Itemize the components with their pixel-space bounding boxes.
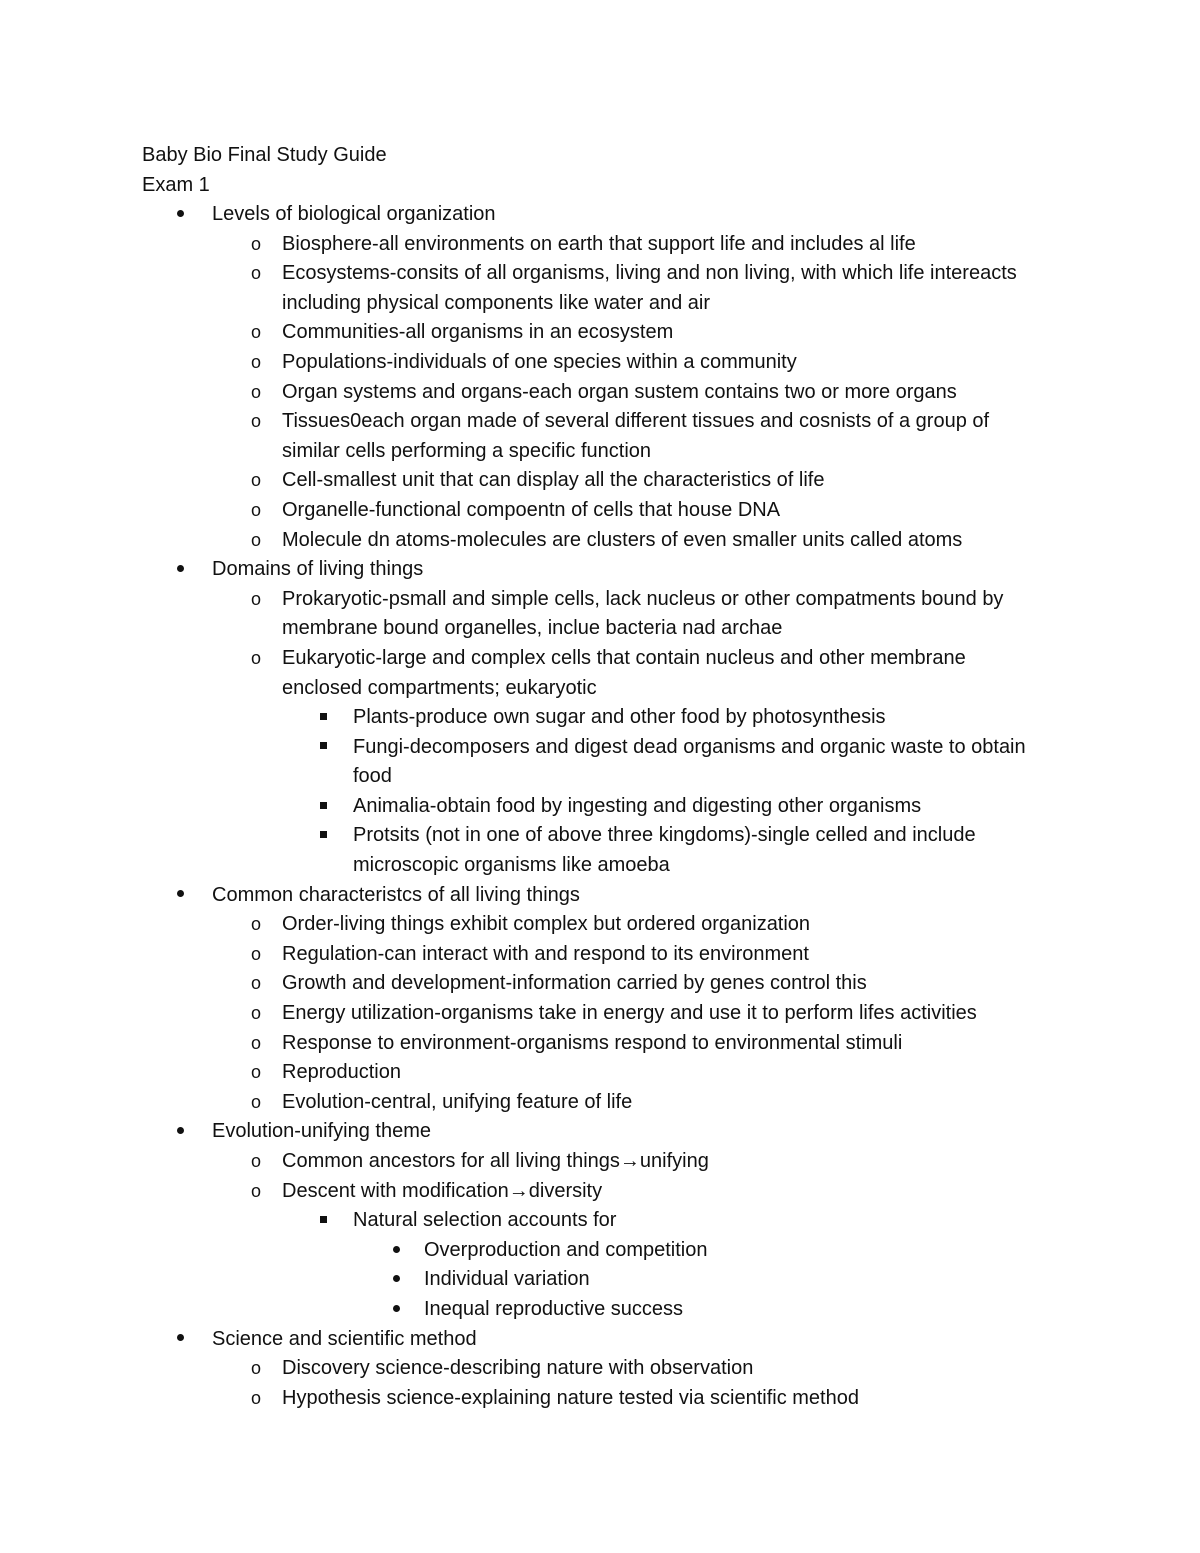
outline-item-level-1 — [142, 200, 1050, 230]
outline-item-level-2 — [142, 1029, 1050, 1059]
hollow-circle-bullet-icon: o — [250, 1091, 261, 1112]
outline-item-level-2 — [142, 969, 1050, 999]
outline-item-level-1 — [142, 555, 1050, 585]
outline-item-text: Natural selection accounts for — [353, 1209, 617, 1232]
outline-item-text: Fungi-decomposers and digest dead organisms and organic waste to obtain food — [353, 735, 1026, 788]
outline-item-text: Discovery science-describing nature with observation — [282, 1357, 754, 1380]
hollow-circle-bullet-icon: o — [250, 943, 261, 964]
outline-item-level-2 — [142, 1088, 1050, 1118]
round-bullet-icon — [386, 1295, 406, 1325]
outline-item-level-4 — [142, 1265, 1050, 1295]
outline-item-level-2 — [142, 585, 1050, 644]
outline-item-level-2 — [142, 644, 1050, 703]
hollow-circle-bullet-icon: o — [250, 914, 261, 935]
study-guide-outline — [142, 200, 1050, 1413]
hollow-circle-bullet-icon: o — [250, 1151, 261, 1171]
outline-item-text: Domains of living things — [212, 558, 424, 581]
document-title: Baby Bio Final Study Guide — [142, 144, 387, 166]
square-bullet-icon — [313, 1206, 333, 1236]
outline-item-level-2 — [142, 1058, 1050, 1088]
hollow-circle-bullet-icon: o — [250, 322, 261, 343]
outline-item-text: Order-living things exhibit complex but ordered organization — [282, 913, 811, 936]
outline-item-level-2 — [142, 1147, 1050, 1177]
square-bullet-icon — [313, 821, 333, 851]
hollow-circle-bullet-icon: o — [250, 233, 261, 254]
document-subtitle: Exam 1 — [142, 174, 210, 196]
hollow-circle-bullet-icon: o — [250, 1180, 261, 1201]
outline-item-text: Overproduction and competition — [424, 1238, 708, 1261]
outline-item-text: Biosphere-all environments on earth that support life and includes al life — [282, 232, 916, 255]
outline-item-level-2 — [142, 999, 1050, 1029]
outline-item-level-1 — [142, 1117, 1050, 1147]
outline-item-level-2 — [142, 940, 1050, 970]
outline-item-level-3 — [142, 1206, 1050, 1236]
outline-item-text: Communities-all organisms in an ecosystem — [282, 321, 674, 344]
outline-item-level-3 — [142, 703, 1050, 733]
outline-item-text: Protsits (not in one of above three kingdoms)-single celled and include microscopic organisms like amoeba — [353, 824, 976, 877]
outline-item-text: Organelle-functional compoentn of cells that house DNA — [282, 498, 781, 521]
outline-item-text: Plants-produce own sugar and other food by photosynthesis — [353, 706, 886, 729]
outline-item-text: Cell-smallest unit that can display all the characteristics of life — [282, 469, 825, 492]
round-bullet-icon — [386, 1236, 406, 1266]
hollow-circle-bullet-icon: o — [250, 411, 261, 432]
round-bullet-icon — [170, 200, 190, 230]
hollow-circle-bullet-icon: o — [250, 470, 261, 491]
outline-item-text: Tissues0each organ made of several different tissues and cosnists of a group of similar cells performing a specific function — [282, 410, 990, 462]
square-bullet-icon — [313, 733, 333, 763]
outline-item-level-2 — [142, 1384, 1050, 1414]
hollow-circle-bullet-icon: o — [250, 973, 261, 994]
outline-item-level-3 — [142, 733, 1050, 792]
hollow-circle-bullet-icon: o — [250, 351, 261, 372]
hollow-circle-bullet-icon: o — [250, 1032, 261, 1053]
round-bullet-icon — [170, 1117, 190, 1147]
outline-item-level-2 — [142, 910, 1050, 940]
outline-item-level-1 — [142, 881, 1050, 911]
outline-item-level-2 — [142, 466, 1050, 496]
outline-item-level-2 — [142, 378, 1050, 408]
outline-item-level-1 — [142, 1325, 1050, 1355]
hollow-circle-bullet-icon: o — [250, 588, 261, 609]
outline-item-text: Evolution-central, unifying feature of life — [282, 1090, 633, 1113]
outline-item-text: Reproduction — [282, 1061, 401, 1084]
hollow-circle-bullet-icon: o — [250, 1358, 261, 1379]
outline-item-level-2 — [142, 407, 1050, 466]
outline-item-text: Ecosystems-consits of all organisms, living and non living, with which life intereacts including physical components like water and air — [282, 262, 1017, 314]
outline-item-level-2 — [142, 1177, 1050, 1207]
outline-item-text: Evolution-unifying theme — [212, 1120, 432, 1143]
outline-item-text: Animalia-obtain food by ingesting and digesting other organisms — [353, 794, 922, 817]
outline-item-text: Organ systems and organs-each organ sustem contains two or more organs — [282, 380, 957, 403]
outline-item-text: Hypothesis science-explaining nature tested via scientific method — [282, 1386, 859, 1409]
hollow-circle-bullet-icon: o — [250, 1003, 261, 1024]
hollow-circle-bullet-icon: o — [250, 499, 261, 520]
outline-item-level-2 — [142, 526, 1050, 556]
hollow-circle-bullet-icon: o — [250, 647, 261, 668]
outline-item-text: Prokaryotic-psmall and simple cells, lack nucleus or other compatments bound by membrane bound organelles, inclue bacteria nad archae — [282, 587, 1004, 640]
outline-item-level-3 — [142, 792, 1050, 822]
round-bullet-icon — [170, 1325, 190, 1355]
round-bullet-icon — [386, 1265, 406, 1295]
outline-item-text: Regulation-can interact with and respond to its environment — [282, 942, 809, 965]
outline-item-level-2 — [142, 496, 1050, 526]
outline-item-text: Growth and development-information carried by genes control this — [282, 972, 867, 995]
square-bullet-icon — [313, 703, 333, 733]
outline-item-text: Eukaryotic-large and complex cells that contain nucleus and other membrane enclosed compartments; eukaryotic — [282, 646, 966, 699]
outline-item-level-3 — [142, 821, 1050, 880]
outline-item-level-2 — [142, 318, 1050, 348]
outline-item-text: Common characteristcs of all living things — [212, 883, 580, 906]
hollow-circle-bullet-icon: o — [250, 1062, 261, 1083]
outline-item-text: Common ancestors for all living things→unifying — [282, 1150, 709, 1172]
outline-item-text: Science and scientific method — [212, 1327, 477, 1350]
hollow-circle-bullet-icon: o — [250, 381, 261, 402]
outline-item-text: Individual variation — [424, 1268, 590, 1291]
round-bullet-icon — [170, 555, 190, 585]
outline-item-level-2 — [142, 348, 1050, 378]
outline-item-level-2 — [142, 1354, 1050, 1384]
outline-item-text: Molecule dn atoms-molecules are clusters of even smaller units called atoms — [282, 528, 963, 551]
hollow-circle-bullet-icon: o — [250, 529, 261, 550]
outline-item-text: Levels of biological organization — [212, 203, 496, 225]
outline-item-text: Response to environment-organisms respond to environmental stimuli — [282, 1031, 903, 1054]
outline-item-text: Populations-individuals of one species within a community — [282, 350, 797, 373]
outline-item-level-2 — [142, 259, 1050, 318]
hollow-circle-bullet-icon: o — [250, 1387, 261, 1408]
outline-item-level-2 — [142, 230, 1050, 260]
outline-item-text: Descent with modification→diversity — [282, 1179, 603, 1202]
outline-item-text: Inequal reproductive success — [424, 1297, 684, 1320]
square-bullet-icon — [313, 792, 333, 822]
outline-item-level-4 — [142, 1236, 1050, 1266]
outline-item-text: Energy utilization-organisms take in energy and use it to perform lifes activities — [282, 1002, 977, 1025]
round-bullet-icon — [170, 881, 190, 911]
hollow-circle-bullet-icon: o — [250, 263, 261, 284]
outline-item-level-4 — [142, 1295, 1050, 1325]
